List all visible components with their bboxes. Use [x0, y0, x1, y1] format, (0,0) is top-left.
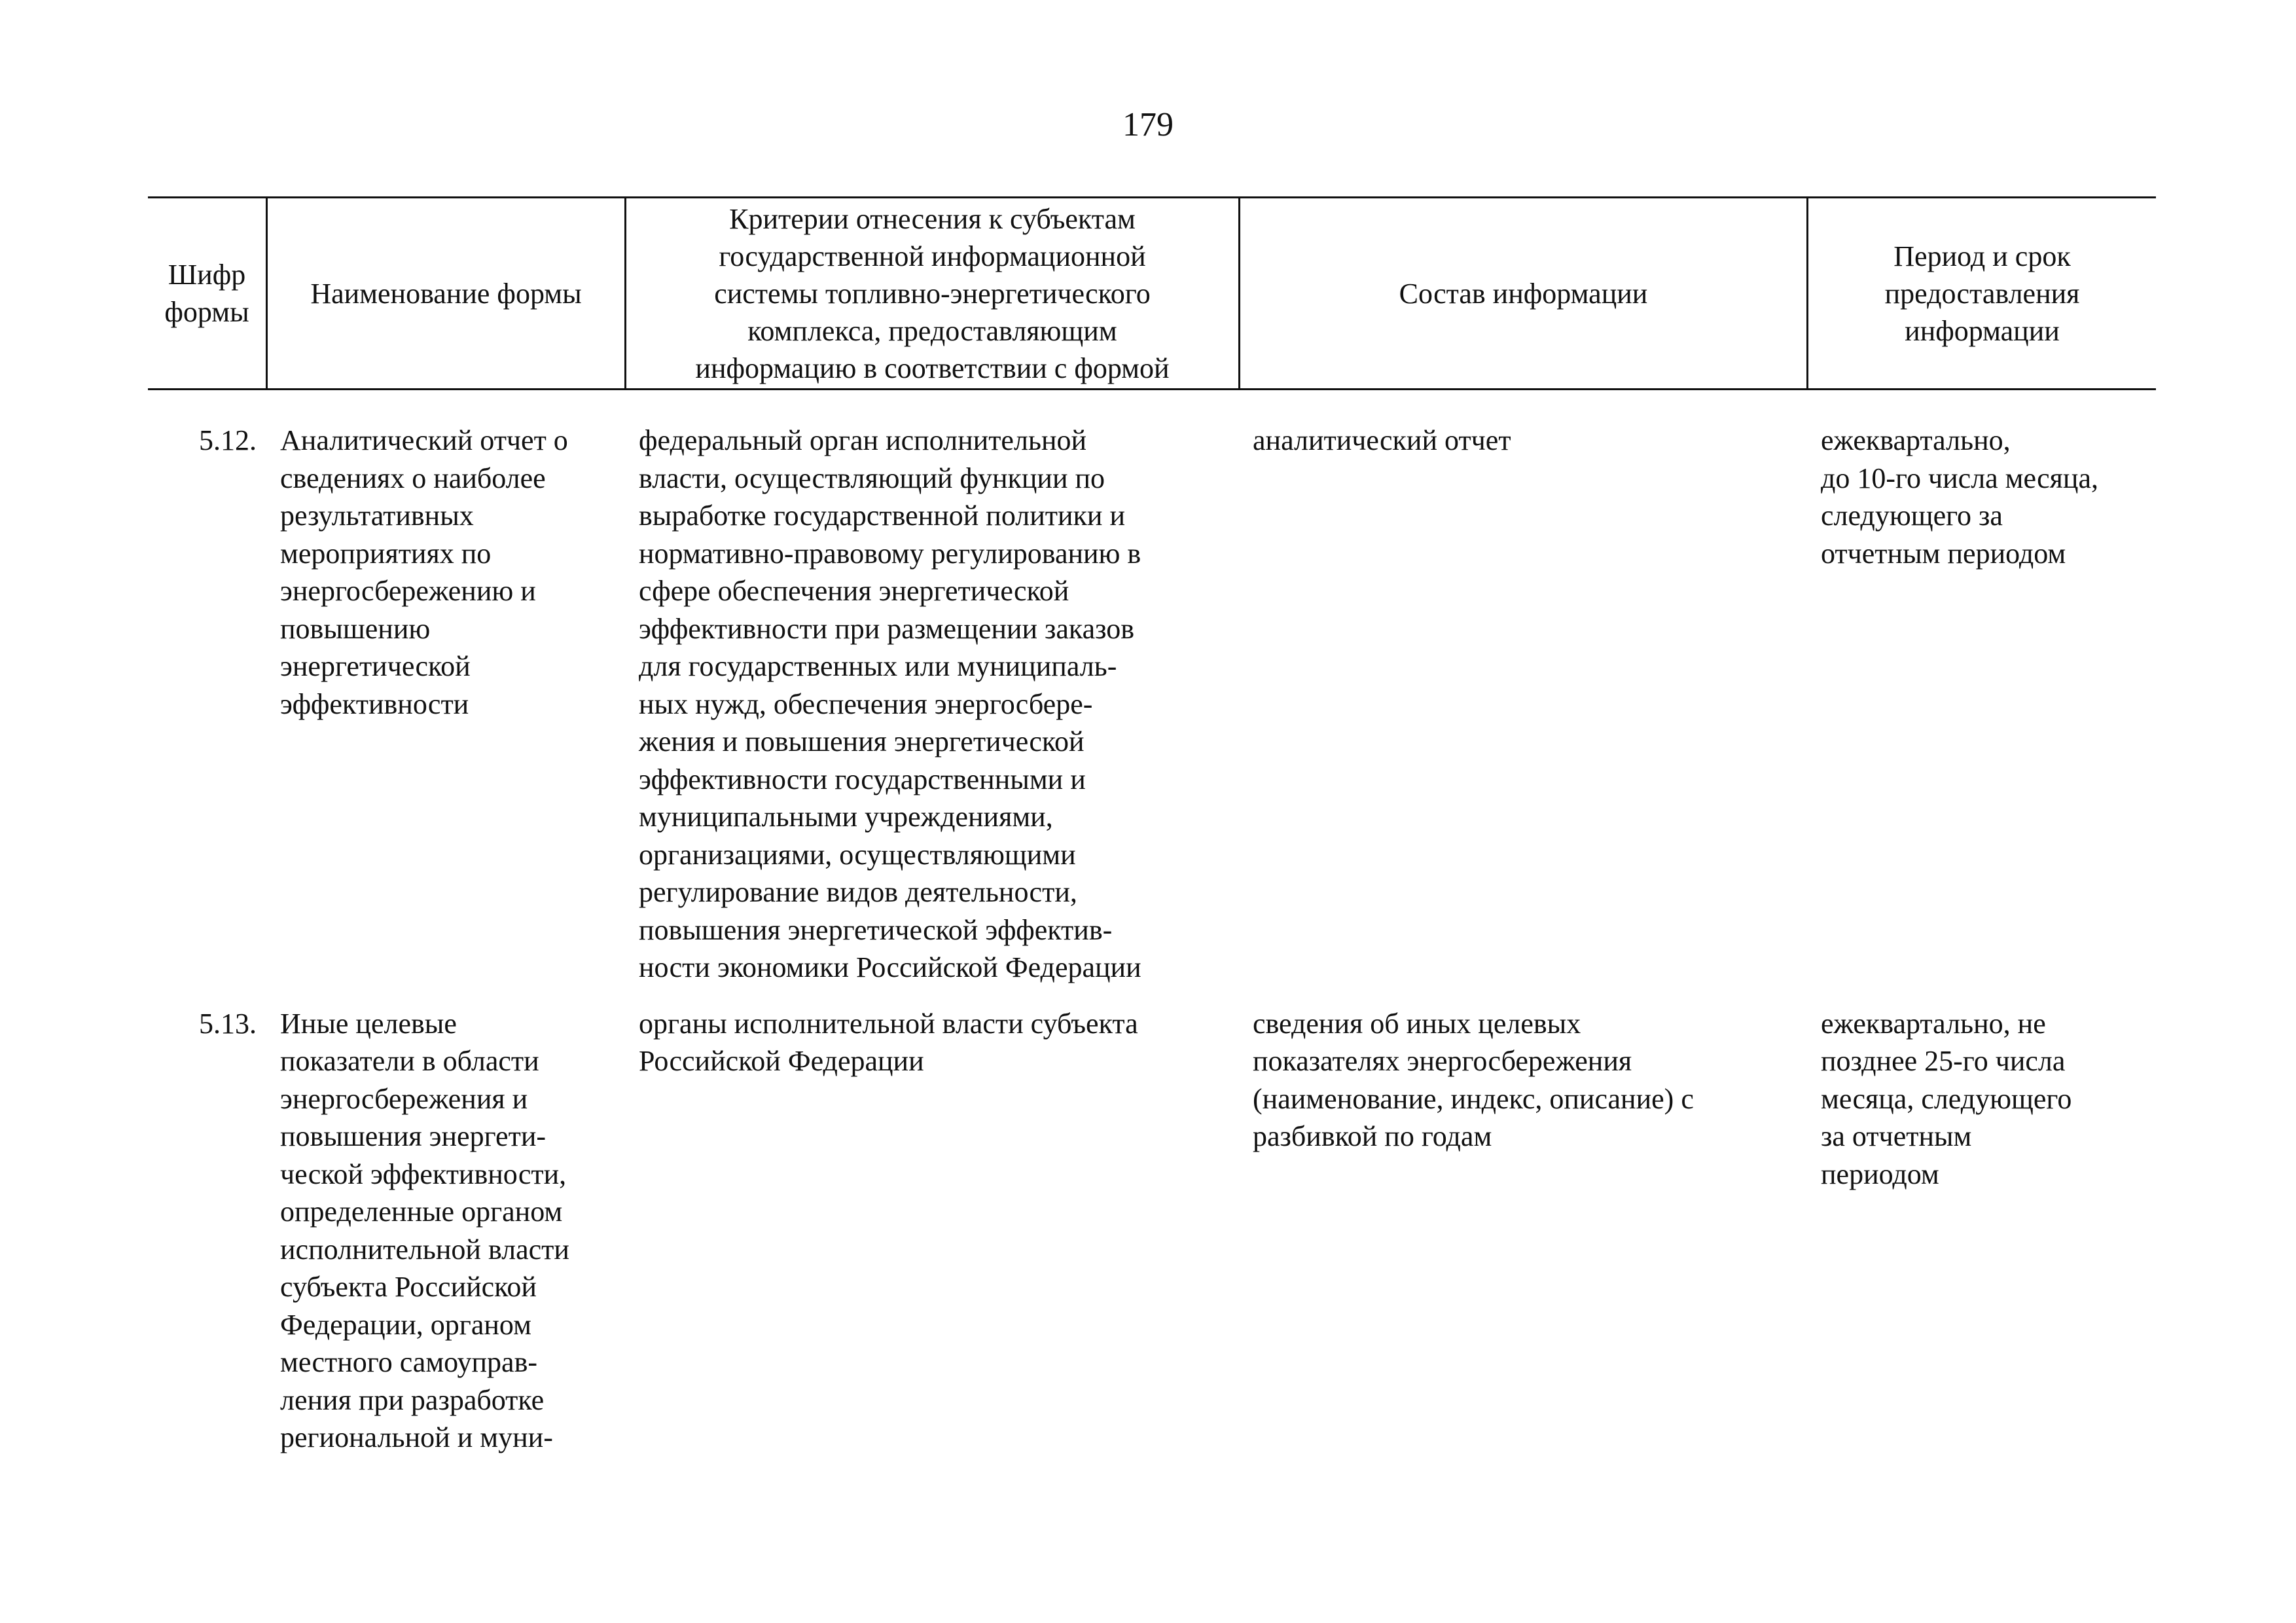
cell-line: до 10-го числа месяца, [1821, 462, 2098, 494]
cell-line: нормативно-правовому регулированию в [639, 537, 1141, 570]
cell-line: (наименование, индекс, описание) с [1253, 1082, 1694, 1115]
cell-line: энергетической [280, 650, 471, 682]
cell-line: ежеквартально, [1821, 424, 2011, 456]
row-name [266, 422, 624, 987]
header-name [266, 198, 624, 388]
header-line: Наименование формы [310, 277, 582, 310]
header-line: комплекса, предоставляющим [747, 314, 1117, 347]
cell-line: месяца, следующего [1821, 1082, 2072, 1115]
cell-line: жения и повышения энергетической [639, 725, 1085, 757]
header-criteria [624, 198, 1238, 388]
cell-line: позднее 25-го числа [1821, 1045, 2066, 1077]
cell-line: энергосбережения и [280, 1082, 528, 1115]
cell-line: эффективности [280, 687, 469, 720]
table-row [148, 1005, 2156, 1457]
cell-line: аналитический отчет [1253, 424, 1511, 456]
cell-line: эффективности государственными и [639, 763, 1086, 795]
header-line: предоставления [1884, 277, 2080, 310]
cell-line: повышения энергетической эффектив- [639, 913, 1113, 946]
header-code [148, 198, 266, 388]
cell-line: Иные целевые [280, 1007, 457, 1040]
table-header [148, 196, 2156, 390]
row-period [1806, 1005, 2156, 1457]
cell-line: выработке государственной политики и [639, 500, 1126, 532]
cell-line: Аналитический отчет о [280, 424, 568, 456]
cell-line: исполнительной власти [280, 1233, 569, 1266]
cell-line: для государственных или муниципаль- [639, 650, 1117, 682]
cell-line: определенные органом [280, 1195, 563, 1228]
cell-line: повышению [280, 612, 431, 645]
cell-line: отчетным периодом [1821, 537, 2066, 570]
cell-line: показателях энергосбережения [1253, 1045, 1632, 1077]
cell-line: следующего за [1821, 500, 2003, 532]
cell-line: субъекта Российской [280, 1271, 537, 1303]
cell-line: эффективности при размещении заказов [639, 612, 1135, 645]
cell-line: местного самоуправ- [280, 1346, 537, 1378]
cell-line: власти, осуществляющий функции по [639, 462, 1105, 494]
row-criteria [624, 1005, 1238, 1457]
cell-line: 5.12. [199, 424, 257, 456]
cell-line: за отчетным [1821, 1120, 1972, 1152]
cell-line: ных нужд, обеспечения энергосбере- [639, 687, 1093, 720]
cell-line: мероприятиях по [280, 537, 492, 570]
cell-line: организациями, осуществляющими [639, 838, 1076, 871]
table-row [148, 422, 2156, 987]
header-line: Шифр [168, 259, 246, 291]
row-criteria [624, 422, 1238, 987]
row-name [266, 1005, 624, 1457]
header-period [1806, 198, 2156, 388]
header-line: Состав информации [1399, 277, 1648, 310]
row-content [1238, 422, 1806, 987]
cell-line: ления при разработке [280, 1383, 545, 1416]
cell-line: Российской Федерации [639, 1045, 924, 1077]
header-line: формы [164, 296, 249, 328]
cell-line: ежеквартально, не [1821, 1007, 2046, 1040]
cell-line: органы исполнительной власти субъекта [639, 1007, 1138, 1040]
cell-line: муниципальными учреждениями, [639, 801, 1053, 833]
cell-line: Федерации, органом [280, 1308, 531, 1341]
forms-table [148, 196, 2156, 1457]
cell-line: 5.13. [199, 1007, 257, 1040]
row-period [1806, 422, 2156, 987]
row-code [148, 422, 266, 987]
header-line: государственной информационной [719, 240, 1146, 272]
row-code [148, 1005, 266, 1457]
cell-line: ческой эффективности, [280, 1158, 567, 1190]
row-content [1238, 1005, 1806, 1457]
cell-line: показатели в области [280, 1045, 539, 1077]
cell-line: сведения об иных целевых [1253, 1007, 1581, 1040]
header-line: информации [1905, 314, 2060, 347]
cell-line: регулирование видов деятельности, [639, 876, 1077, 908]
header-line: системы топливно-энергетического [714, 277, 1151, 310]
header-content [1238, 198, 1806, 388]
cell-line: федеральный орган исполнительной [639, 424, 1087, 456]
cell-line: сведениях о наиболее [280, 462, 546, 494]
cell-line: разбивкой по годам [1253, 1120, 1492, 1152]
cell-line: повышения энергети- [280, 1120, 547, 1152]
cell-line: сфере обеспечения энергетической [639, 575, 1069, 607]
cell-line: энергосбережению и [280, 575, 536, 607]
page-number: 179 [1122, 106, 1174, 143]
cell-line: региональной и муни- [280, 1421, 553, 1453]
header-line: Критерии отнесения к субъектам [729, 202, 1136, 235]
cell-line: результативных [280, 500, 474, 532]
header-line: Период и срок [1893, 240, 2071, 272]
cell-line: периодом [1821, 1158, 1939, 1190]
header-line: информацию в соответствии с формой [695, 352, 1170, 384]
cell-line: ности экономики Российской Федерации [639, 951, 1141, 983]
